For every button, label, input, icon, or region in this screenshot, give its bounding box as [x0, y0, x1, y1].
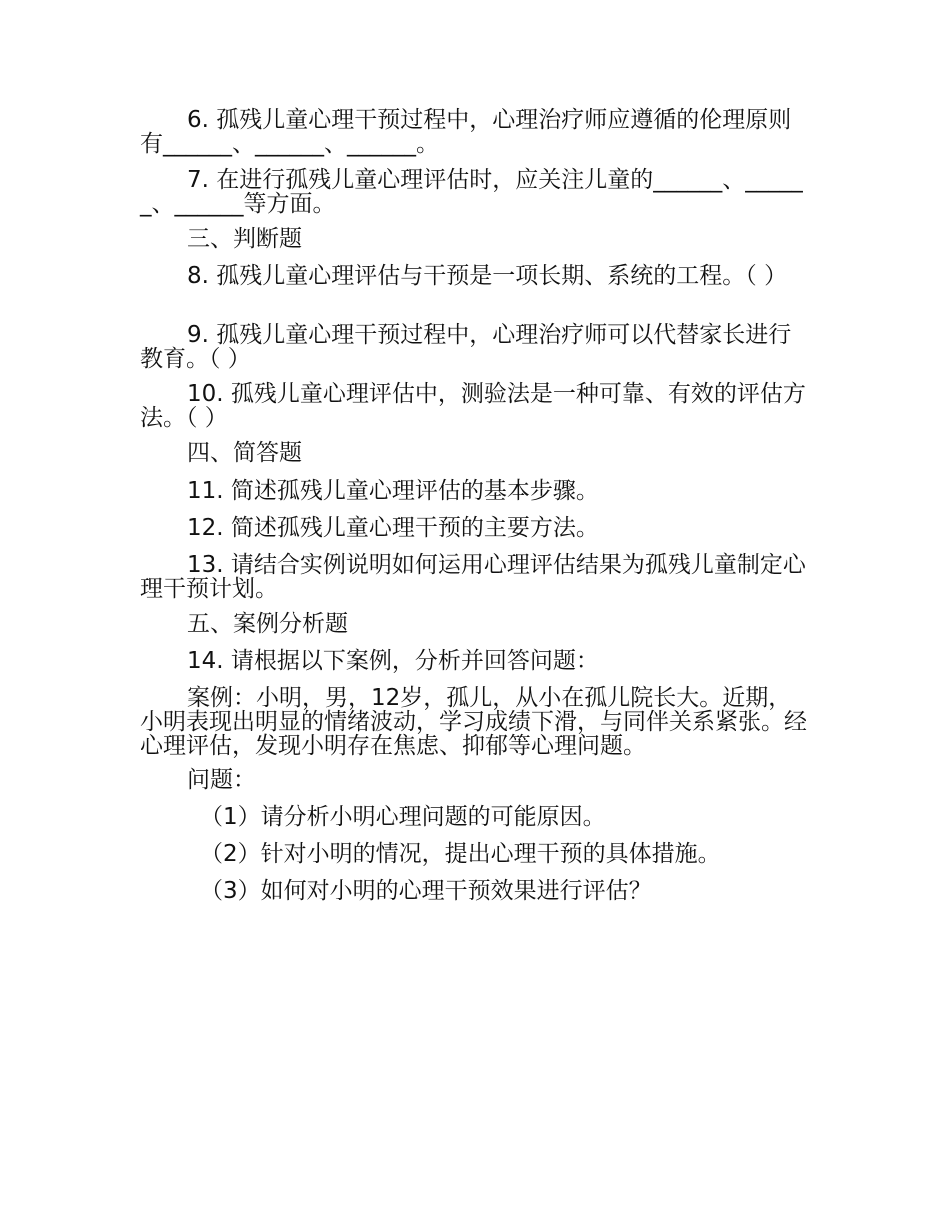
question-14: 14. 请根据以下案例，分析并回答问题：	[187, 648, 599, 674]
questions-label: 问题：	[187, 767, 256, 793]
sub-question-2: （2）针对小明的情况，提出心理干预的具体措施。	[200, 841, 721, 867]
question-6: 6. 孤残儿童心理干预过程中，心理治疗师应遵循的伦理原则有______、______、______。	[140, 107, 792, 157]
question-7: 7. 在进行孤残儿童心理评估时，应关注儿童的______、______、______等方面。	[140, 167, 803, 217]
question-13: 13. 请结合实例说明如何运用心理评估结果为孤残儿童制定心理干预计划。	[140, 552, 806, 602]
question-10: 10. 孤残儿童心理评估中，测验法是一种可靠、有效的评估方法。（ ）	[140, 381, 806, 431]
question-12: 12. 简述孤残儿童心理干预的主要方法。	[187, 515, 599, 541]
sub-question-1: （1）请分析小明心理问题的可能原因。	[200, 804, 606, 830]
sub-question-3: （3）如何对小明的心理干预效果进行评估？	[200, 878, 652, 904]
case-description: 案例：小明，男，12岁，孤儿，从小在孤儿院长大。近期，小明表现出明显的情绪波动，学习成绩下滑，与同伴关系紧张。经心理评估，发现小明存在焦虑、抑郁等心理问题。	[140, 685, 807, 759]
section-true-false-heading: 三、判断题	[187, 226, 302, 252]
question-9: 9. 孤残儿童心理干预过程中，心理治疗师可以代替家长进行教育。（ ）	[140, 322, 792, 372]
question-8: 8. 孤残儿童心理评估与干预是一项长期、系统的工程。（ ）	[187, 263, 788, 289]
section-short-answer-heading: 四、简答题	[187, 440, 302, 466]
section-case-analysis-heading: 五、案例分析题	[187, 611, 348, 637]
question-11: 11. 简述孤残儿童心理评估的基本步骤。	[187, 478, 599, 504]
